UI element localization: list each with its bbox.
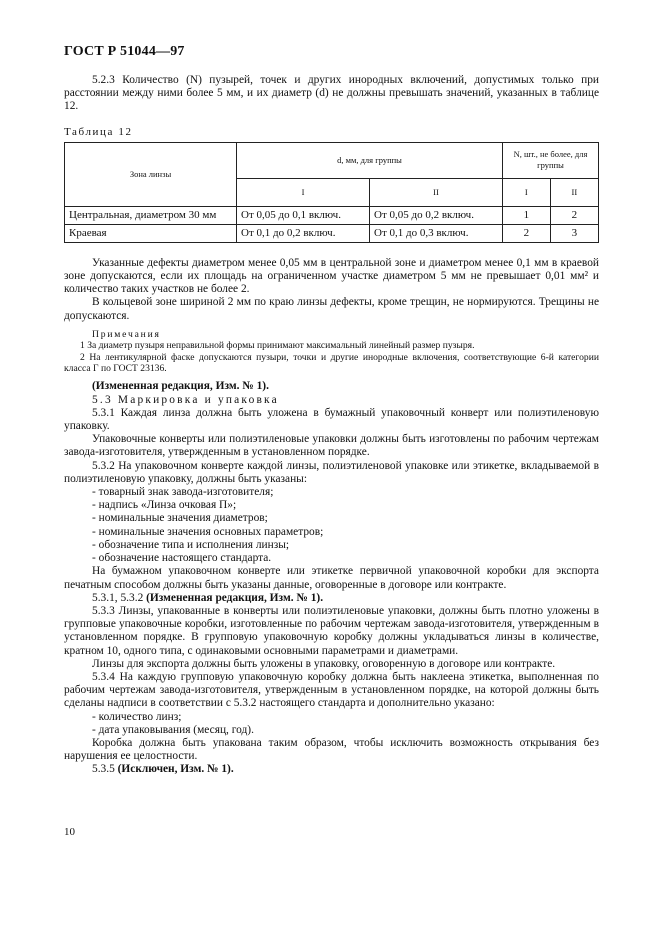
table-row [65,224,599,242]
cell-zone: Центральная, диаметром 30 мм [65,206,237,224]
header-d-group-2: II [370,178,503,206]
cell-d2: От 0,1 до 0,3 включ. [370,224,503,242]
paragraph-5-3-3: 5.3.3 Линзы, упакованные в конверты или полиэтиленовые упаковки, должны быть плотно уложены в групповые упаковочные коробки, изготовленные по рабочим чертежам завода-изготовителя, утвержденным в установленном порядке. В групповую упаковочную коробку должны укладываться линзы в количестве, кратном 10, одного типа, с одинаковыми основными параметрами и диаметрами. [64,604,599,657]
paragraph-5-3-4: 5.3.4 На каждую групповую упаковочную коробку должна быть наклеена этикетка, выполненная по рабочим чертежам завода-изготовителя, утвержденным в установленном порядке, на которой должны быть сделаны надписи в соответствии с 5.3.2 настоящего стандарта и дополнительно указано: [64,670,599,710]
amendment-text: (Измененная редакция, Изм. № 1). [146,591,324,604]
header-zone: Зона линзы [65,142,237,206]
list-item: - номинальные значения основных параметров; [92,525,324,538]
notes-block [64,329,599,375]
cell-n2: 2 [550,206,598,224]
paragraph-5-3-2-b: На бумажном упаковочном конверте или этикетке первичной упаковочной коробки для экспорта печатным способом должны быть указаны данные, оговоренные в договоре или контракте. [64,565,599,591]
cell-d1: От 0,1 до 0,2 включ. [237,224,370,242]
list-item: - обозначение настоящего стандарта. [92,552,272,565]
header-d: d, мм, для группы [237,142,503,178]
notes-title: Примечания [92,328,161,340]
list-item: - надпись «Линза очковая П»; [92,499,237,512]
amendment-ref: 5.3.1, 5.3.2 [92,591,147,604]
amendment-note-2 [64,592,599,605]
paragraph-defects: Указанные дефекты диаметром менее 0,05 мм в центральной зоне и диаметром менее 0,1 мм в краевой зоне допускаются, если их площадь на ограниченном участке диаметром 5 мм не превышает 0,01 мм² и количество таких участков не более 2. [64,256,599,296]
clause-excluded: (Исключен, Изм. № 1). [117,763,234,776]
table-row [65,206,599,224]
paragraph-5-3-2: 5.3.2 На упаковочном конверте каждой линзы, полиэтиленовой упаковке или этикетке, вкладываемой в полиэтиленовую упаковку, должны быть указаны: [64,459,599,485]
paragraph-5-3-5 [64,763,599,776]
document-header: ГОСТ Р 51044—97 [64,44,185,59]
cell-d2: От 0,05 до 0,2 включ. [370,206,503,224]
list-item: - номинальные значения диаметров; [92,512,268,525]
paragraph-5-3-3-b: Линзы для экспорта должны быть уложены в упаковку, оговоренную в договоре или контракте. [92,657,556,670]
table-caption: Таблица 12 [64,125,133,138]
note-2: 2 На лентикулярной фаске допускаются пузыри, точки и другие инородные включения, соответствующие 6-й категории класса Г по ГОСТ 23136. [64,351,599,375]
list-item: - обозначение типа и исполнения линзы; [92,538,290,551]
page-number: 10 [64,826,75,838]
paragraph-5-3-1-b: Упаковочные конверты или полиэтиленовые упаковки должны быть изготовлены по рабочим чертежам завода-изготовителя, утвержденным в установленном порядке. [64,433,599,459]
document-body [64,74,599,777]
paragraph-5-3-4-b: Коробка должна быть упакована таким образом, чтобы исключить возможность открывания без нарушения ее целостности. [64,736,599,763]
cell-n2: 3 [550,224,598,242]
cell-zone: Краевая [65,224,237,242]
header-n-group-1: I [503,178,551,206]
paragraph-ring-zone: В кольцевой зоне шириной 2 мм по краю линзы дефекты, кроме трещин, не нормируются. Трещины не допускаются. [64,296,599,322]
cell-n1: 1 [503,206,551,224]
note-1: 1 За диаметр пузыря неправильной формы принимают максимальный линейный размер пузыря. [80,340,475,352]
amendment-note: (Измененная редакция, Изм. № 1). [92,380,269,393]
list-item: - дата упаковывания (месяц, год). [92,723,254,736]
table-12 [64,142,599,243]
paragraph-5-3-1: 5.3.1 Каждая линза должна быть уложена в бумажный упаковочный конверт или полиэтиленовую упаковку. [64,406,599,433]
cell-n1: 2 [503,224,551,242]
paragraph-5-2-3: 5.2.3 Количество (N) пузырей, точек и других инородных включений, допустимых только при расстоянии между ними более 5 мм, и их диаметр (d) не должны превышать значений, указанных в таблице 12. [64,74,599,113]
header-n: N, шт., не более, для группы [503,142,599,178]
clause-ref: 5.3.5 [92,763,118,776]
header-d-group-1: I [237,178,370,206]
section-5-3-title: 5.3 Маркировка и упаковка [92,393,279,406]
list-item: - товарный знак завода-изготовителя; [92,486,274,499]
header-n-group-2: II [550,178,598,206]
list-item: - количество линз; [92,710,182,723]
cell-d1: От 0,05 до 0,1 включ. [237,206,370,224]
